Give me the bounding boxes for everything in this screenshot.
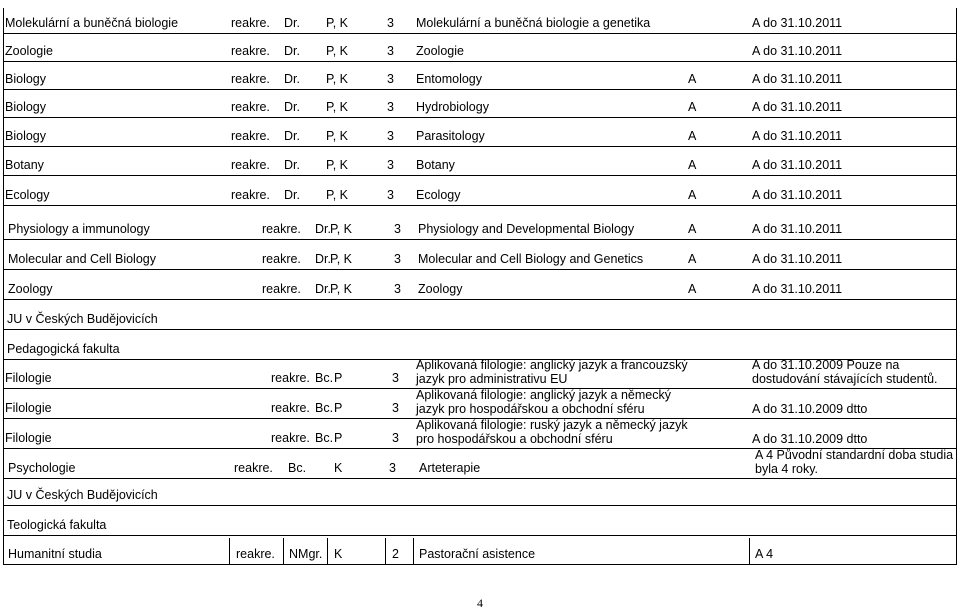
table-row — [3, 64, 957, 90]
table-cell: Filologie — [5, 431, 52, 445]
table-rule — [385, 538, 386, 564]
table-cell: 2 — [392, 547, 399, 561]
table-cell: K — [334, 461, 343, 475]
table-row — [3, 36, 957, 62]
table-cell: P, K — [326, 129, 349, 143]
table-cell: reakre. — [231, 129, 270, 143]
table-cell: 3 — [394, 282, 401, 296]
table-cell: Botany — [5, 158, 44, 172]
table-cell: 3 — [392, 371, 399, 385]
table-row — [3, 8, 957, 34]
table-cell: 3 — [392, 401, 399, 415]
table-cell: Bc. — [315, 431, 334, 445]
table-cell: A — [688, 188, 697, 202]
table-cell: NMgr. — [289, 547, 323, 561]
table-cell: Bc. — [315, 371, 334, 385]
faculty-name: Teologická fakulta — [7, 518, 107, 532]
table-cell: P — [334, 431, 343, 445]
table-row — [3, 448, 957, 479]
table-cell: A do 31.10.2011 — [752, 252, 843, 266]
table-cell: Molekulární a buněčná biologie a genetika — [416, 16, 651, 30]
table-cell: Hydrobiology — [416, 100, 489, 114]
table-rule — [229, 538, 230, 564]
table-border — [3, 8, 4, 564]
table-cell: reakre. — [271, 401, 310, 415]
table-cell: reakre. — [231, 16, 270, 30]
table-cell: P, K — [330, 252, 353, 266]
table-cell: Dr. — [284, 188, 300, 202]
table-cell: Dr. — [315, 222, 331, 236]
table-cell: A — [688, 72, 697, 86]
table-cell: P, K — [326, 158, 349, 172]
table-cell: reakre. — [234, 461, 273, 475]
table-cell: reakre. — [262, 252, 301, 266]
table-row — [3, 273, 957, 300]
table-row — [3, 358, 957, 389]
table-cell: P, K — [326, 100, 349, 114]
cell-line: byla 4 roky. — [755, 462, 818, 476]
table-cell: P — [334, 371, 343, 385]
table-cell: A do 31.10.2011 — [752, 16, 843, 30]
table-cell: reakre. — [271, 371, 310, 385]
table-cell: Zoologie — [416, 44, 464, 58]
table-cell: Humanitní studia — [8, 547, 102, 561]
table-row — [3, 388, 957, 419]
table-cell: A — [688, 282, 697, 296]
table-cell: Psychologie — [8, 461, 76, 475]
faculty-name: Pedagogická fakulta — [7, 342, 120, 356]
table-cell: Pastorační asistence — [419, 547, 536, 561]
table-cell: reakre. — [231, 44, 270, 58]
faculty-header — [3, 333, 957, 360]
table-cell: A do 31.10.2011 — [752, 188, 843, 202]
table-cell: 3 — [389, 461, 396, 475]
table-row — [3, 418, 957, 449]
table-row — [3, 121, 957, 147]
cell-line: A 4 Původní standardní doba studia — [755, 448, 954, 462]
table-cell: Dr. — [284, 129, 300, 143]
table-cell: Molecular and Cell Biology and Genetics — [418, 252, 644, 266]
cell-line: A do 31.10.2009 dtto — [752, 402, 868, 416]
table-cell-multiline — [752, 358, 938, 386]
table-rule — [283, 538, 284, 564]
table-cell: P — [334, 401, 343, 415]
table-cell: Dr. — [315, 252, 331, 266]
table-cell: 3 — [387, 158, 394, 172]
table-cell: reakre. — [231, 100, 270, 114]
table-cell: Zoologie — [5, 44, 53, 58]
table-cell: P, K — [330, 222, 353, 236]
table-cell: K — [334, 547, 343, 561]
table-cell: Physiology a immunology — [8, 222, 150, 236]
table-cell-multiline — [416, 358, 688, 386]
table-cell: Dr. — [315, 282, 331, 296]
table-cell: 3 — [387, 100, 394, 114]
table-cell: Molekulární a buněčná biologie — [5, 16, 179, 30]
page-number: 4 — [477, 596, 483, 610]
table-cell: reakre. — [271, 431, 310, 445]
table-cell: Filologie — [5, 371, 52, 385]
table-cell-multiline — [752, 432, 867, 446]
table-cell: A do 31.10.2011 — [752, 44, 843, 58]
table-cell: Dr. — [284, 72, 300, 86]
table-cell: reakre. — [262, 222, 301, 236]
table-cell: 3 — [394, 222, 401, 236]
table-row — [3, 180, 957, 206]
table-cell: A do 31.10.2011 — [752, 72, 843, 86]
cell-line: jazyk pro hospodářskou a obchodní sféru — [416, 402, 645, 416]
table-cell: Ecology — [5, 188, 50, 202]
table-cell: 3 — [387, 129, 394, 143]
table-cell: reakre. — [262, 282, 301, 296]
university-name: JU v Českých Budějovicích — [7, 488, 158, 502]
table-cell: Zoology — [418, 282, 463, 296]
table-cell: Dr. — [284, 16, 300, 30]
cell-line: Aplikovaná filologie: anglický jazyk a německý — [416, 388, 671, 402]
table-cell: reakre. — [231, 158, 270, 172]
table-cell: Biology — [5, 72, 46, 86]
table-cell: 3 — [394, 252, 401, 266]
table-cell: Molecular and Cell Biology — [8, 252, 156, 266]
table-cell: P, K — [326, 44, 349, 58]
table-cell: Dr. — [284, 158, 300, 172]
table-cell: Biology — [5, 100, 46, 114]
table-cell-multiline — [755, 448, 953, 476]
cell-line: A do 31.10.2009 dtto — [752, 432, 868, 446]
table-cell-multiline — [416, 418, 688, 446]
table-cell: A — [688, 252, 697, 266]
table-cell: Parasitology — [416, 129, 485, 143]
university-header — [3, 303, 957, 330]
table-rule — [327, 538, 328, 564]
cell-line: jazyk pro administrativu EU — [416, 372, 568, 386]
table-cell-multiline — [416, 388, 671, 416]
cell-line: pro hospodářskou a obchodní sféru — [416, 432, 613, 446]
table-cell: 3 — [392, 431, 399, 445]
table-cell: Botany — [416, 158, 455, 172]
table-cell: reakre. — [231, 72, 270, 86]
table-cell: Entomology — [416, 72, 483, 86]
table-border — [956, 8, 957, 564]
table-cell: Physiology and Developmental Biology — [418, 222, 635, 236]
faculty-header — [3, 510, 957, 536]
table-cell: reakre. — [236, 547, 275, 561]
table-cell: A do 31.10.2011 — [752, 158, 843, 172]
table-cell: P, K — [330, 282, 353, 296]
table-row — [3, 92, 957, 118]
table-cell: A — [688, 129, 697, 143]
table-cell: A — [688, 100, 697, 114]
table-cell: A do 31.10.2011 — [752, 100, 843, 114]
table-cell: Bc. — [288, 461, 307, 475]
table-cell: Zoology — [8, 282, 53, 296]
university-header — [3, 480, 957, 506]
table-cell: A do 31.10.2011 — [752, 129, 843, 143]
table-cell-multiline — [752, 402, 867, 416]
table-cell: P, K — [326, 16, 349, 30]
table-cell: Biology — [5, 129, 46, 143]
table-cell: Bc. — [315, 401, 334, 415]
table-row — [3, 538, 957, 565]
table-cell: Filologie — [5, 401, 52, 415]
table-cell: Dr. — [284, 100, 300, 114]
table-cell: reakre. — [231, 188, 270, 202]
table-cell: 3 — [387, 188, 394, 202]
cell-line: Aplikovaná filologie: anglický jazyk a francouzský — [416, 358, 688, 372]
table-rule — [749, 538, 750, 564]
cell-line: A do 31.10.2009 Pouze na — [752, 358, 900, 372]
table-cell: Ecology — [416, 188, 461, 202]
table-cell: 3 — [387, 44, 394, 58]
table-rule — [413, 538, 414, 564]
table-cell: A do 31.10.2011 — [752, 222, 843, 236]
table-cell: A 4 — [755, 547, 774, 561]
table-cell: 3 — [387, 72, 394, 86]
cell-line: Aplikovaná filologie: ruský jazyk a německý jazyk — [416, 418, 688, 432]
table-cell: P, K — [326, 188, 349, 202]
table-cell: A do 31.10.2011 — [752, 282, 843, 296]
table-cell: P, K — [326, 72, 349, 86]
table-cell: A — [688, 158, 697, 172]
table-cell: 3 — [387, 16, 394, 30]
table-cell: A — [688, 222, 697, 236]
table-row — [3, 150, 957, 176]
table-cell: Dr. — [284, 44, 300, 58]
table-row — [3, 243, 957, 270]
university-name: JU v Českých Budějovicích — [7, 312, 158, 326]
cell-line: dostudování stávajících studentů. — [752, 372, 938, 386]
table-cell: Arteterapie — [419, 461, 481, 475]
table-row — [3, 213, 957, 240]
